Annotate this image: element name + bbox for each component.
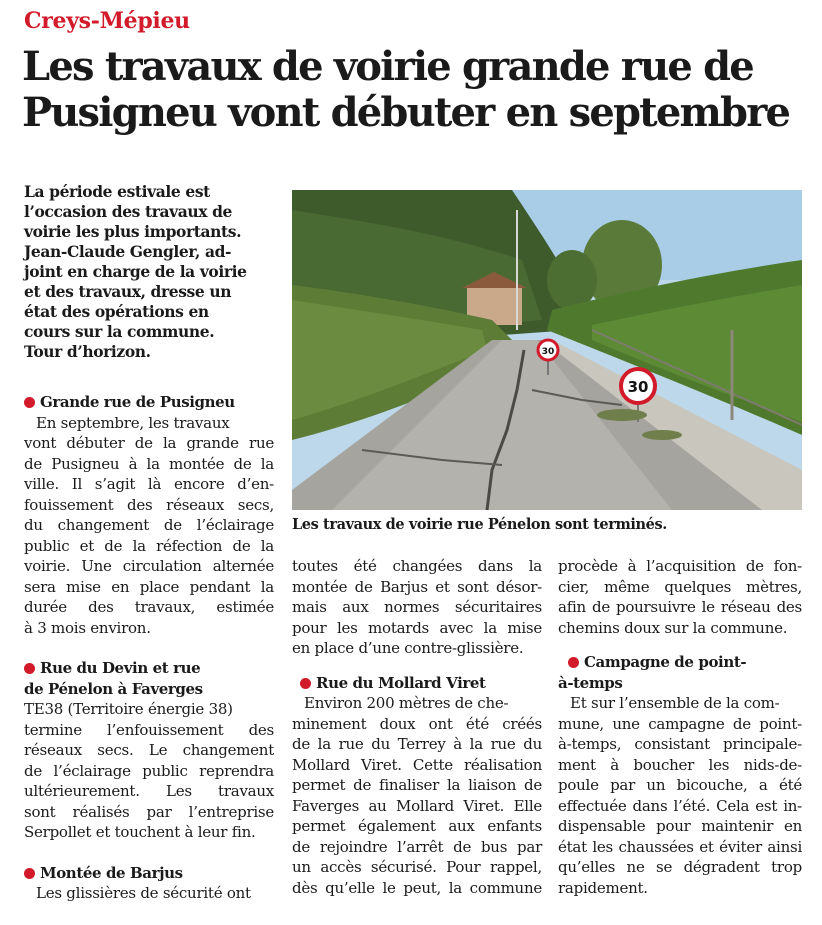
bullet-dot-icon [24,868,35,879]
subheading: Rue du Devin et rue [24,658,274,679]
body-line: réseaux secs. Le changement [24,741,274,759]
body-line: Environ 200 mètres de che- [304,694,509,712]
body-line: voirie. Une circulation alternée [24,557,274,575]
body-line: minement doux ont été créés [292,714,542,733]
body-line: sont réalisés par l’entreprise [24,802,274,821]
lead-line: l’occasion des travaux de [24,202,233,221]
headline-line-2: Pusigneu vont débuter en septembre [22,89,790,136]
headline-line-1: Les travaux de voirie grande rue de [22,43,753,90]
body-line: Et sur l’ensemble de la com- [570,694,780,712]
body-line: poule par un bicouche, a été [558,776,802,794]
bullet-dot-icon [24,397,35,408]
body-line: permet également aux enfants [292,817,542,835]
body-line: cier, même quelques mètres, [558,577,802,596]
subheading: de Pénelon à Faverges [24,679,203,698]
body-line: procède à l’acquisition de fon- [558,557,802,575]
column-1 [24,392,274,904]
lead-line: Tour d’horizon. [24,342,151,361]
body-line: sera mise en place pendant la [24,577,274,596]
lead-line: La période estivale est [24,182,210,201]
subheading: Rue du Mollard Viret [292,673,542,694]
speed-sign-text: 30 [541,347,555,357]
body-line: du changement de l’éclairage [24,516,274,534]
body-line: chemins doux sur la commune. [558,618,788,637]
body-line: de l’éclairage public reprendra [24,761,274,780]
lead-line: état des opérations en [24,302,209,321]
body-line: mune, une campagne de point- [558,714,802,733]
lead-line: voirie les plus importants. [24,222,242,241]
photo-caption: Les travaux de voirie rue Pénelon sont terminés. [292,516,667,533]
body-line: pour les motards avec la mise [292,618,542,637]
body-line: de la rue du Terrey à la rue du [292,735,542,753]
lead-line: et des travaux, dresse un [24,282,232,301]
body-line: à 3 mois environ. [24,618,151,637]
body-line: dès qu’elle le peut, la commune [292,878,542,897]
body-line: permet de finaliser la liaison de [292,776,542,794]
body-line: rapidement. [558,878,648,897]
body-line: durée des travaux, estimée [24,598,274,616]
body-line: vont débuter de la grande rue [24,434,274,452]
body-line: Mollard Viret. Cette réalisation [292,755,542,774]
body-line: état les chaussées et éviter ainsi [558,837,802,856]
body-line: montée de Barjus et sont désor- [292,577,542,596]
body-line: afin de poursuivre le réseau des [558,598,802,616]
column-2 [292,556,542,898]
body-line: termine l’enfouissement des [24,720,274,739]
body-line: qu’elles ne se dégradent trop [558,858,802,876]
body-line: de Pusigneu à la montée de la [24,454,274,473]
body-line: un accès sécurisé. Pour rappel, [292,858,542,876]
subheading: Montée de Barjus [24,863,274,884]
street-photo [292,190,802,510]
body-line: Serpollet et touchent à leur fin. [24,823,256,841]
subheading: Campagne de point- [558,652,802,673]
section-kicker: Creys-Mépieu [24,8,190,34]
subheading: à-temps [558,673,623,692]
body-line: dispensable pour maintenir en [558,817,802,835]
body-line: ultérieurement. Les travaux [24,782,274,800]
subheading: Grande rue de Pusigneu [24,392,274,413]
bullet-dot-icon [300,678,311,689]
body-line: à-temps, consistant principale- [558,735,802,753]
bullet-dot-icon [24,663,35,674]
body-line: En septembre, les travaux [36,413,230,432]
lead-line: cours sur la commune. [24,322,215,341]
headline [22,44,812,136]
lead-line: joint en charge de la voirie [24,262,247,281]
body-line: ville. Il s’agit là encore d’en- [24,475,274,493]
body-line: Les glissières de sécurité ont [36,884,251,902]
body-line: TE38 (Territoire énergie 38) [24,700,233,718]
body-line: toutes été changées dans la [292,557,542,575]
body-line: mais aux normes sécuritaires [292,598,542,616]
body-line: public et de la réfection de la [24,536,274,555]
body-line: effectuée dans l’été. Cela est in- [558,796,802,815]
speed-sign-text: 30 [627,378,649,396]
body-line: fouissement des réseaux secs, [24,495,274,514]
body-line: de rejoindre l’arrêt de bus par [292,837,542,856]
body-line: ment à boucher les nids-de- [558,755,802,774]
lead-line: Jean-Claude Gengler, ad- [24,242,232,261]
column-3 [558,556,802,898]
lead-paragraph [24,182,279,362]
bullet-dot-icon [568,657,579,668]
body-line: en place d’une contre-glissière. [292,639,524,657]
body-line: Faverges au Mollard Viret. Elle [292,796,542,815]
